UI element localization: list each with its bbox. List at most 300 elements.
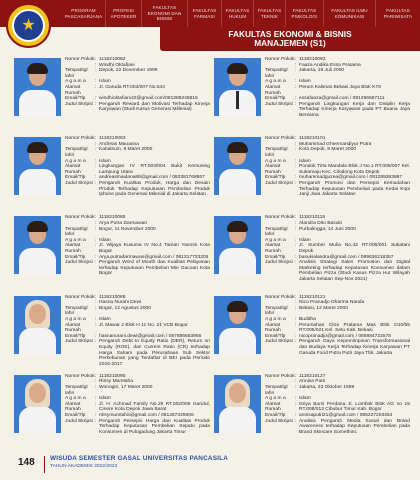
field-alamat: Jl. Sumber Mulia No.42 RT.006/001 Sukatani Depok [299,243,410,254]
graduate-column-left [14,56,214,452]
field-email: andreasmaulana88@gmail.com / 082381768867 [99,175,205,181]
shirt-shape [19,328,56,354]
field-label: A g a m a [265,396,286,402]
field-judul: Pengaruh Reward dan Motivasi Terhadap Kinerja Karyawan (Studi Kasus Generasi Millenial) [99,101,210,113]
info-row-judul [65,339,210,367]
field-separator: : [95,339,97,345]
field-agama: Islam [99,316,111,322]
graduate-photo [14,58,61,116]
face-shape [29,304,46,324]
graduate-column-right [214,56,414,452]
field-label: Tempat/tgl lahir [65,384,88,396]
field-judul: Pengaruh Word of Mouth dan Kualitas Pelayanan terhadap Keputusan Pembelian Mie Gacoan Kota Bogor [99,260,210,277]
hair-shape [227,221,248,232]
shirt-shape [219,328,256,354]
field-label: Nomor Pokok [65,373,95,379]
field-separator: : [295,305,297,311]
field-alamat: Jl. Mawar 2 Blok H 11 No. 21 VCB Bogor [99,322,188,328]
info-row-ttl [265,385,410,396]
field-label: Email/Tlp [265,96,286,102]
shirt-shape [19,90,56,116]
field-label: Nomor Pokok [65,215,95,221]
field-nomor: 1118210101 [299,136,326,142]
graduate-photo [214,137,261,195]
field-ttl: Jakarta, 18 Juli 2000 [299,68,345,74]
field-nama: Muhammad Gheemandiyur Putra [299,141,372,147]
field-separator: : [95,401,97,407]
field-judul: Pengaruh Persepsi Harga dan Kualitas Produk Terhadap Keputusan Pembelian Sepatu pada Konsumen di Pulogadung Jakarta Timur [99,418,210,435]
field-separator: : [295,396,297,402]
field-separator: : [295,379,297,385]
field-separator: : [295,401,297,407]
field-separator: : [95,418,97,424]
faculty-nav [62,0,420,27]
field-separator: : [295,101,297,107]
shirt-shape [19,248,56,274]
field-label: Nomor Pokok [265,294,295,300]
graduate-entry [14,294,214,373]
field-separator: : [295,254,297,260]
field-judul: Analisis Strategi Sales Promotion dan Digital Marketing terhadap Keputusan Konsumen dalam Pembelian Pizza (Studi Kasus Pizza Hut Wilayah Jakarta Selatan Sep-Nov 2021) [299,260,410,282]
field-email: muhammadguzea@gmail.com / 081289363867 [299,175,403,181]
graduate-entry [214,56,414,135]
field-separator: : [95,322,97,328]
graduate-entry [214,135,414,214]
hair-shape [27,142,48,153]
field-label: Judul Skripsi [265,101,293,107]
nav-item-farmasi[interactable]: FAKULTAS FARMASI [188,0,222,27]
field-separator: : [95,158,97,164]
info-row-judul [65,260,210,277]
field-separator: : [295,243,297,249]
page-number: 148 [18,457,35,468]
graduate-photo [14,216,61,274]
graduate-photo [14,296,61,354]
page-title-line-2: MANAJEMEN (S1) [254,38,326,48]
field-label: Alamat Rumah [65,243,81,254]
field-nomor: 1118210115 [299,215,326,221]
field-separator: : [295,237,297,243]
field-label: Email/Tlp [65,412,86,418]
info-row-ttl [65,385,210,396]
field-label: Judul Skripsi [65,260,93,266]
field-separator: : [95,141,97,147]
field-separator: : [95,396,97,402]
field-separator: : [295,260,297,266]
field-separator: : [295,220,297,226]
field-label: Email/Tlp [265,333,286,339]
nav-item-pascasarjana[interactable]: PROGRAM PASCASARJANA [62,0,106,27]
field-separator: : [95,294,97,300]
field-nomor: 1118210083 [99,136,126,142]
field-alamat: Jl. H. Achmad Family No.29 RT.002/006 Gandul, Cinere Kota Depok Jawa Barat [99,401,210,413]
info-row-ttl [265,147,410,158]
field-label: Tempat/tgl lahir [265,226,288,238]
field-separator: : [295,164,297,170]
nav-item-teknik[interactable]: FAKULTAS TEKNIK [254,0,286,27]
field-label: Tempat/tgl lahir [265,305,288,317]
field-separator: : [95,68,97,74]
field-email: Arya.putradarmawan@gmail.com / 081317733205 [99,254,209,260]
field-label: Tempat/tgl lahir [65,68,88,79]
field-email: ririsymumtaha@gmail.com / 081287329606 [99,412,194,418]
page-title [160,27,420,51]
field-label: Judul Skripsi [65,180,93,186]
field-label: Email/Tlp [65,175,86,181]
field-nama: Ririsy Mumtaha [99,379,133,385]
field-separator: : [95,175,97,181]
nav-item-ilmu-komunikasi[interactable]: FAKULTAS ILMU KOMUNIKASI [324,0,376,27]
field-label: Nomor Pokok [65,57,95,62]
field-email: nicopranadjo@gmail.com / 085884722578 [299,333,391,339]
field-separator: : [95,180,97,186]
field-agama: Islam [299,79,311,85]
info-row-judul [65,181,210,198]
field-agama: Islam [99,158,111,164]
field-label: Email/Tlp [265,175,286,181]
field-label: Judul Skripsi [65,339,93,345]
field-label: Judul Skripsi [265,339,293,345]
field-label: Nomor Pokok [265,373,295,379]
star-icon: ★ [21,16,36,34]
field-agama: Buddha [299,316,316,322]
field-agama: Islam [99,79,111,85]
info-row-alamat [265,323,410,334]
field-label: Tempat/tgl lahir [265,68,288,79]
graduate-entry [14,214,214,293]
field-separator: : [295,300,297,306]
info-row-ttl [265,68,410,79]
hair-shape [227,301,248,312]
field-separator: : [95,254,97,260]
field-label: Email/Tlp [65,254,86,260]
field-separator: : [295,322,297,328]
field-ttl: Wonogiri, 17 Maret 2000 [99,384,153,390]
field-separator: : [295,141,297,147]
field-label: Nomor Pokok [65,136,95,142]
field-label: Email/Tlp [265,254,286,260]
field-label: Alamat Rumah [65,164,81,175]
field-separator: : [95,147,97,153]
field-label: A g a m a [65,316,86,322]
top-navigation-bar [0,0,420,27]
graduate-info [65,57,210,113]
hair-shape [227,142,248,153]
shirt-shape [219,248,256,274]
info-row-alamat [65,323,210,334]
field-separator: : [295,384,297,390]
field-label: Nomor Pokok [65,294,95,300]
shirt-shape [219,169,256,195]
field-separator: : [95,237,97,243]
field-separator: : [295,339,297,345]
field-label: Judul Skripsi [65,101,93,107]
field-separator: : [295,226,297,232]
face-shape [29,383,46,403]
graduate-info [65,295,210,368]
info-row-judul [265,419,410,436]
nav-item-hukum[interactable]: FAKULTAS HUKUM [222,0,254,27]
graduate-photo [214,216,261,274]
field-email: annisaputri21@gmail.com / 085227203454 [299,412,393,418]
field-email: windhioktafiani22@gmail.com/081388248815 [99,96,198,102]
field-label: A g a m a [265,237,286,243]
field-alamat: Jl. Garuda RT.003/007 No.544 [99,84,165,90]
field-label: Email/Tlp [265,412,286,418]
graduate-info [65,136,210,198]
field-label: A g a m a [265,79,286,85]
face-shape [229,383,246,403]
field-label: Alamat Rumah [65,84,81,96]
info-row-alamat [65,85,210,96]
info-row-judul [265,260,410,282]
field-separator: : [295,147,297,153]
graduate-info [265,215,410,282]
shirt-shape [219,407,256,433]
shirt-shape [19,407,56,433]
field-separator: : [295,68,297,74]
field-label: Judul Skripsi [65,418,93,424]
graduate-entry [14,135,214,214]
footer-subtitle: TAHUN AKADEMIK 2022/2023 [50,464,118,469]
graduate-info [265,136,410,198]
field-agama: Islam [299,396,311,402]
nav-item-pariwisata[interactable]: FAKULTAS PARIWISATA [383,8,413,19]
field-alamat: Griya Bumi Perdana Jl. Lombok Blok AG no 15 RT.008/013 Cibubur Timur Kab. Bogor [299,401,410,413]
hair-shape [227,63,248,74]
shirt-shape [19,169,56,195]
graduate-photo [14,375,61,433]
hair-shape [27,221,48,232]
field-label: Tempat/tgl lahir [65,305,88,317]
field-email: basukialandra@gmail.com / 089636218357 [299,254,394,260]
tie-shape [236,91,239,109]
info-row-alamat [65,164,210,175]
field-nomor: 1118210121 [299,294,326,300]
field-label: Nomor Pokok [265,215,295,221]
field-separator: : [95,215,97,221]
field-separator: : [95,260,97,266]
graduate-info [65,374,210,436]
field-separator: : [295,215,297,221]
field-judul: Pengaruh Lingkungan Kerja dan Disiplin Kerja Terhadap Kinerja Karyawan pada PT Buana Jaya Bersama [299,101,410,118]
info-row-ttl [65,227,210,238]
footer-divider [44,456,45,473]
field-separator: : [295,84,297,90]
field-email: essafaaza@gmail.com / 081296667111 [299,96,385,102]
field-separator: : [295,412,297,418]
field-nama: Hasna Nurani Dewi [99,300,142,306]
field-ttl: Purbalingga, 14 Juni 2000 [299,226,356,232]
field-nomor: 1118210090 [99,373,126,379]
field-agama: Islam [299,158,311,164]
page-footer [0,452,420,480]
field-label: A g a m a [65,237,86,243]
field-separator: : [95,84,97,90]
field-nama: Nico Pranadjo Dharma Nanda [299,300,365,306]
field-nama: Faaza Andika Essa Pratama [299,62,361,68]
field-label: A g a m a [265,316,286,322]
university-logo [6,3,51,48]
field-label: Nomor Pokok [265,57,295,62]
field-separator: : [95,226,97,232]
graduate-entry [214,214,414,293]
nav-item-apoteker[interactable]: PROFESI APOTEKER [106,0,142,27]
field-separator: : [295,316,297,322]
field-agama: Islam [99,396,111,402]
field-separator: : [295,158,297,164]
field-nama: Alandra Dito Basuki [299,220,342,226]
info-row-alamat [265,243,410,254]
info-row-alamat [65,402,210,413]
field-separator: : [295,57,297,62]
field-judul: Analisis Pengaruh Media Sosial dan Brand Awareness terhadap Keputusan Pembelian pada Brand Skincare Somethinc [299,418,410,435]
field-separator: : [95,379,97,385]
nav-item-psikologi[interactable]: FAKULTAS PSIKOLOGI [286,0,324,27]
field-label: Judul Skripsi [265,418,293,424]
field-separator: : [295,136,297,142]
field-ttl: Depok, 22 Desember 1999 [99,68,158,74]
info-row-judul [65,102,210,113]
field-nama: Windhi Oktafiani [99,62,135,68]
field-label: A g a m a [65,79,86,85]
field-label: A g a m a [65,396,86,402]
info-row-alamat [65,243,210,254]
info-row-alamat [265,164,410,175]
graduate-info [65,215,210,277]
graduate-entry [214,373,414,452]
graduate-info [265,57,410,119]
field-separator: : [95,136,97,142]
logo-emblem-icon [12,9,45,42]
field-nomor: 1118210093 [299,57,326,62]
field-alamat: Pondok Tirta Mandala Blok J No.1 RT.005/007 Kel. Sukamaju Kec. Cilodong Kota Depok [299,164,410,175]
field-separator: : [95,79,97,85]
field-label: Alamat Rumah [265,401,281,413]
info-row-ttl [265,227,410,238]
field-agama: Islam [299,237,311,243]
field-separator: : [95,333,97,339]
field-alamat: Lingkungan IV RT.003/004 Bukit Kemuning Lampung Utara [99,164,210,175]
field-label: Email/Tlp [65,96,86,102]
info-row-ttl [65,68,210,79]
info-row-ttl [65,147,210,158]
field-nomor: 1118210088 [99,294,126,300]
graduate-info [265,374,410,436]
footer-title: WISUDA SEMESTER GASAL UNIVERSITAS PANCASILA [50,455,229,462]
field-judul: Pengaruh Kualitas Produk, Harga dan Desain Produk Terhadap Keputusan Pembelian Produk Iphone pada Generasi Milenial di Jakarta Selatan [99,180,210,198]
field-label: Alamat Rumah [265,84,281,96]
field-separator: : [95,373,97,379]
field-judul: Pengaruh Gaya Kepemimpinan Transformasional dan Budaya Kerja Terhadap Kinerja Karyawan PT Garuda Food Putra Putri Jaya Tbk. Jakarta [299,339,410,356]
field-ttl: Kota Depok, 9 Maret 2000 [299,147,357,153]
field-label: Judul Skripsi [265,180,293,186]
info-row-alamat [265,402,410,413]
info-row-judul [65,419,210,436]
field-alamat: Perumahan Citra Pratama Mas Blok D10/55 RT.005/021 Kel. Setu Kab. Bekasi [299,322,410,334]
field-separator: : [95,243,97,249]
field-separator: : [95,101,97,107]
field-separator: : [295,180,297,186]
graduate-photo [14,137,61,195]
info-row-ttl [265,306,410,317]
hair-shape [27,63,48,74]
field-email: hasnanurani.dewi@gmail.com / 087886653966 [99,333,202,339]
field-separator: : [95,164,97,170]
field-separator: : [95,62,97,68]
field-label: Alamat Rumah [265,243,281,254]
field-label: Tempat/tgl lahir [265,147,288,158]
field-label: Email/Tlp [65,333,86,339]
field-separator: : [95,300,97,306]
field-nomor: 1118210127 [299,373,326,379]
info-row-alamat [265,85,410,96]
graduate-info [265,295,410,357]
graduate-photo [214,296,261,354]
info-row-judul [265,181,410,198]
graduate-entry [14,56,214,135]
field-label: Nomor Pokok [265,136,295,142]
info-row-ttl [65,306,210,317]
field-separator: : [295,96,297,102]
field-separator: : [295,175,297,181]
field-label: Alamat Rumah [65,401,81,413]
field-separator: : [95,316,97,322]
field-nama: Annisa Putri [299,379,326,385]
field-separator: : [95,96,97,102]
field-alamat: Jl. Wijaya Kusuma IV No.4 Taman Yasmin Kota Bogor [99,243,210,254]
field-nomor: 1118210082 [99,57,126,62]
graduate-entry [14,373,214,452]
field-ttl: Jakarta, 23 Oktober 1999 [299,384,355,390]
field-label: Tempat/tgl lahir [265,384,288,396]
field-alamat: Perum Kalimas Bekasi Jaya Blok K79 [299,84,381,90]
field-judul: Pengaruh Debt to Equity Ratio (DER), Return on Equity (ROE), dan Current Ratio (CR) terhadap Harga Saham pada Perusahaan Sub Sektor Perkebunan yang Terdaftar di BEI pada Periode 2016-2017 [99,339,210,367]
field-separator: : [295,294,297,300]
field-label: Alamat Rumah [265,322,281,334]
page-title-line-1: FAKULTAS EKONOMI & BISNIS [228,29,352,39]
field-separator: : [95,412,97,418]
field-label: Judul Skripsi [265,260,293,266]
field-nomor: 1118210085 [99,215,126,221]
field-label: Tempat/tgl lahir [65,147,88,158]
nav-item-ekonomi-bisnis[interactable]: FAKULTAS EKONOMI DAN BISNIS [142,0,188,27]
info-row-judul [265,102,410,119]
field-nama: Andreas Mauanna [99,141,139,147]
field-separator: : [95,220,97,226]
field-ttl: Bogor, 11 November 2000 [99,226,156,232]
field-separator: : [295,333,297,339]
field-separator: : [95,305,97,311]
field-label: A g a m a [65,158,86,164]
field-separator: : [295,79,297,85]
field-agama: Islam [99,237,111,243]
field-judul: Pengaruh Promosi dan Persepsi Kemudahan Terhadap Keputusan Pembelian pada Kedai Kopi Janji Jiwa Jakarta Selatan [299,180,410,198]
field-label: Alamat Rumah [65,322,81,334]
field-ttl: Kabalsum, 8 Maret 2000 [99,147,153,153]
field-separator: : [95,57,97,62]
graduate-photo [214,375,261,433]
field-label: A g a m a [265,158,286,164]
field-ttl: Bogor, 12 Agustus 2000 [99,305,151,311]
field-nama: Arya Putra Darmawan [99,220,148,226]
info-row-judul [265,339,410,356]
graduate-photo [214,58,261,116]
field-separator: : [295,373,297,379]
field-ttl: Bekasi, 12 Maret 2000 [299,305,348,311]
field-label: Tempat/tgl lahir [65,226,88,238]
field-separator: : [95,384,97,390]
